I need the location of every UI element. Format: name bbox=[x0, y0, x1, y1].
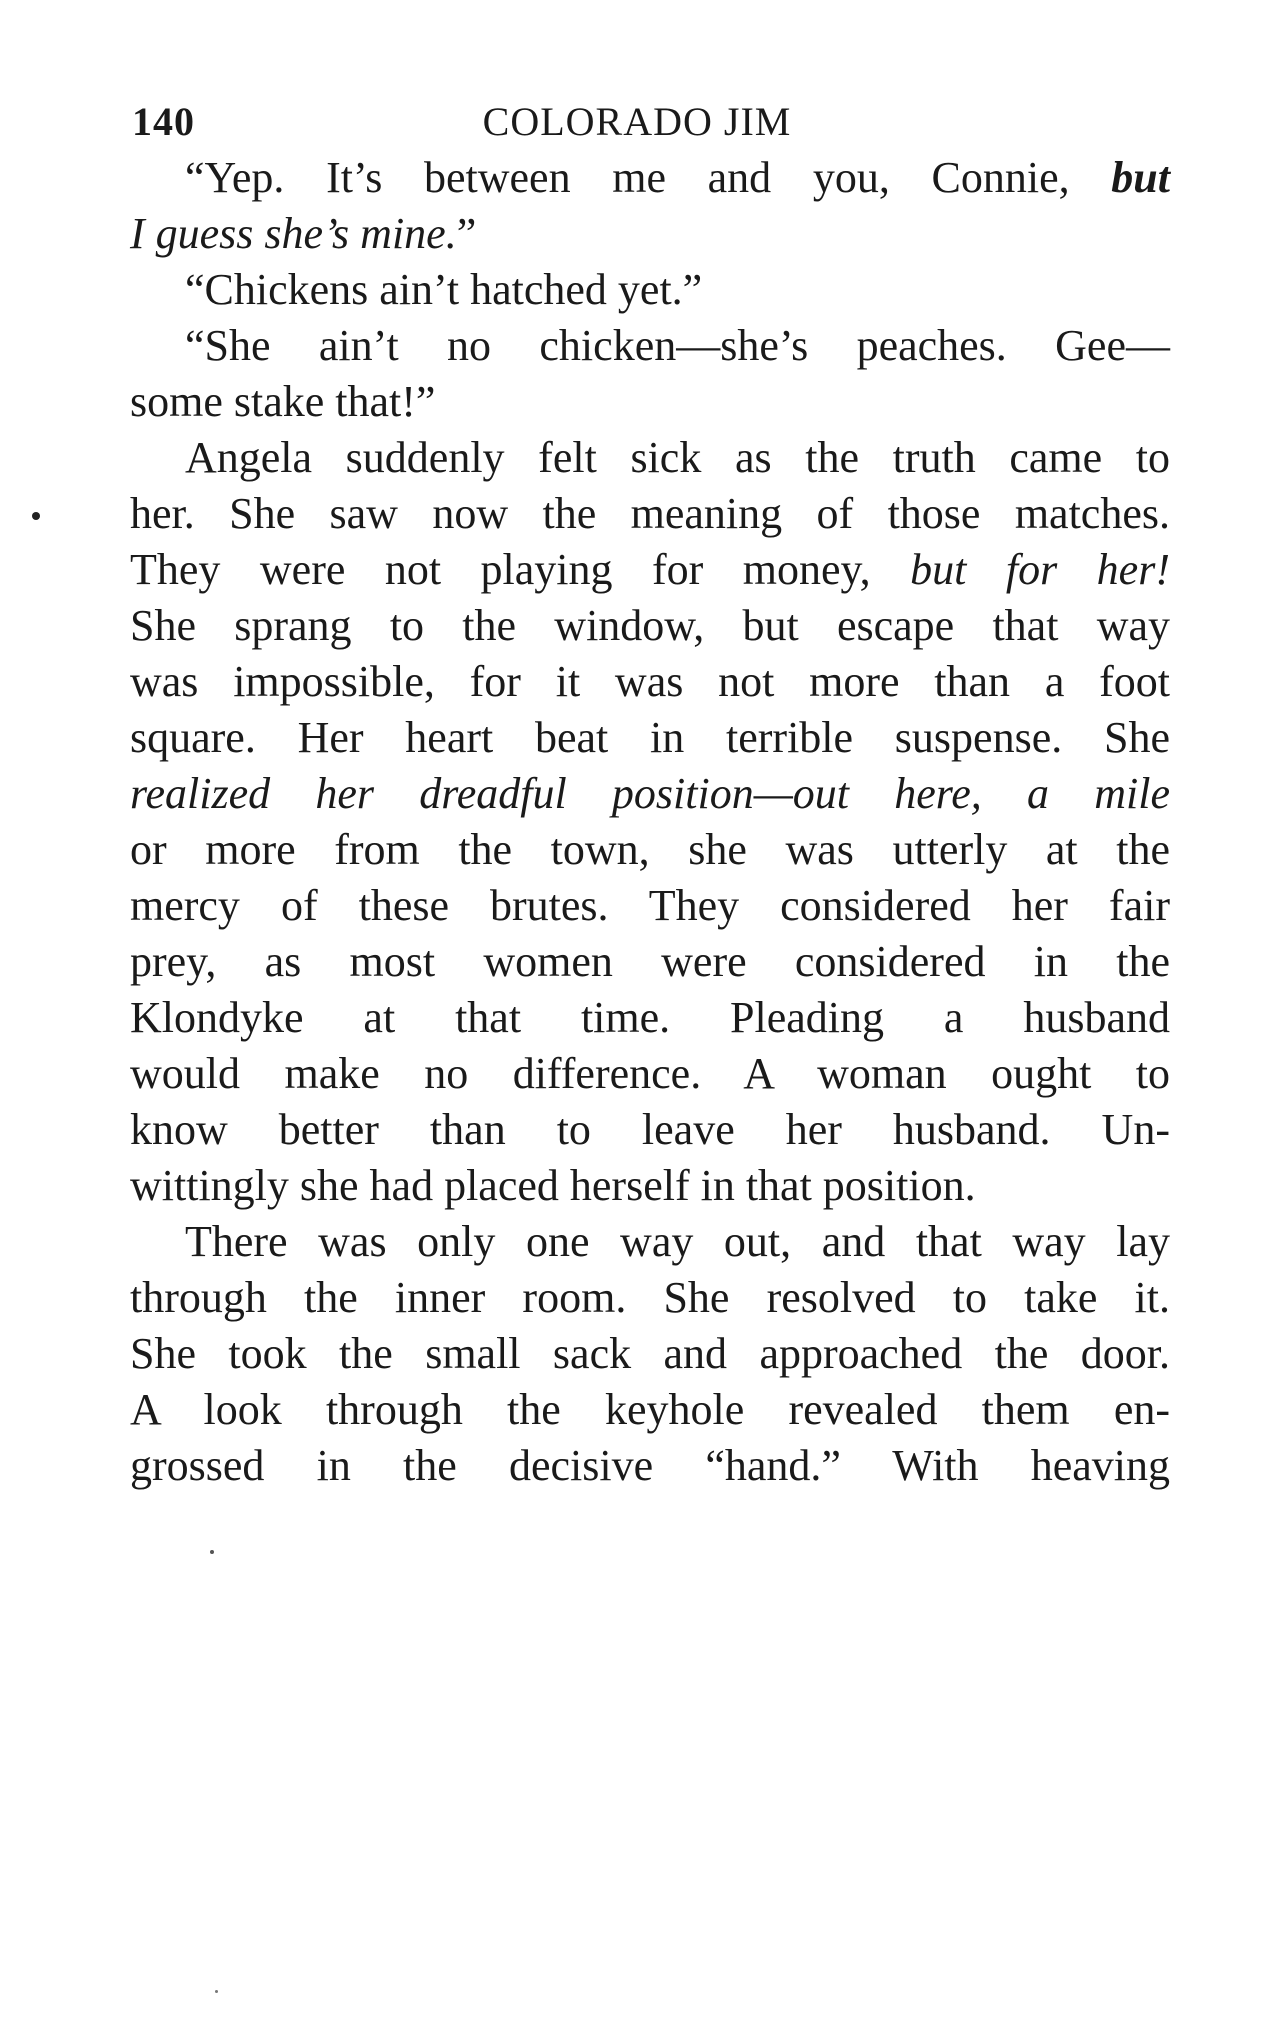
page-number: 140 bbox=[132, 99, 195, 144]
text-line bbox=[130, 710, 1170, 766]
text-segment: but bbox=[1111, 153, 1170, 202]
text-segment: “Chickens ain’t hatched yet.” bbox=[185, 265, 703, 314]
text-segment: some stake that!” bbox=[130, 377, 436, 426]
text-line bbox=[130, 542, 1170, 598]
text-line bbox=[130, 1046, 1170, 1102]
text-line bbox=[185, 150, 1170, 206]
text-segment: or more from the town, she was utterly at the bbox=[130, 825, 1170, 874]
text-line bbox=[130, 206, 1170, 262]
page-header bbox=[132, 98, 1142, 148]
text-segment: “She ain’t no chicken—she’s peaches. Gee— bbox=[185, 321, 1170, 370]
ink-speck-mark bbox=[210, 1550, 214, 1554]
ink-speck-mark bbox=[215, 1990, 218, 1993]
text-segment: A look through the keyhole revealed them en- bbox=[130, 1385, 1170, 1434]
text-segment: know better than to leave her husband. Un- bbox=[130, 1105, 1170, 1154]
text-segment: square. Her heart beat in terrible suspense. She bbox=[130, 713, 1170, 762]
text-segment: She sprang to the window, but escape that way bbox=[130, 601, 1170, 650]
text-line bbox=[130, 878, 1170, 934]
ink-speck-mark bbox=[32, 512, 40, 520]
text-line bbox=[130, 766, 1170, 822]
text-segment: Angela suddenly felt sick as the truth came to bbox=[185, 433, 1170, 482]
text-line bbox=[130, 654, 1170, 710]
text-segment: would make no difference. A woman ought to bbox=[130, 1049, 1170, 1098]
text-line bbox=[130, 1326, 1170, 1382]
text-line bbox=[185, 430, 1170, 486]
text-segment: through the inner room. She resolved to take it. bbox=[130, 1273, 1170, 1322]
text-line bbox=[130, 1382, 1170, 1438]
text-segment: She took the small sack and approached the door. bbox=[130, 1329, 1170, 1378]
text-line bbox=[130, 486, 1170, 542]
text-segment: her. She saw now the meaning of those matches. bbox=[130, 489, 1170, 538]
text-line bbox=[130, 1158, 1170, 1214]
text-segment: There was only one way out, and that way lay bbox=[185, 1217, 1170, 1266]
text-segment: “Yep. It’s between me and you, Connie, bbox=[185, 153, 1112, 202]
text-line bbox=[185, 1214, 1170, 1270]
text-segment: grossed in the decisive “hand.” With heaving bbox=[130, 1441, 1170, 1490]
text-line bbox=[130, 374, 1170, 430]
text-segment: was impossible, for it was not more than a foot bbox=[130, 657, 1170, 706]
text-line bbox=[130, 990, 1170, 1046]
text-line bbox=[185, 262, 1170, 318]
text-segment: Klondyke at that time. Pleading a husband bbox=[130, 993, 1170, 1042]
text-segment: realized her dreadful position—out here, a mile bbox=[130, 769, 1170, 818]
text-segment: prey, as most women were considered in the bbox=[130, 937, 1170, 986]
text-segment: wittingly she had placed herself in that position. bbox=[130, 1161, 976, 1210]
text-segment: I guess she’s mine. bbox=[130, 209, 457, 258]
text-line bbox=[130, 1438, 1170, 1494]
text-line bbox=[130, 822, 1170, 878]
text-line bbox=[130, 1102, 1170, 1158]
running-head: COLORADO JIM bbox=[482, 99, 792, 144]
text-segment: but for her! bbox=[910, 545, 1170, 594]
text-line bbox=[130, 1270, 1170, 1326]
text-segment: They were not playing for money, bbox=[130, 545, 911, 594]
text-line bbox=[130, 934, 1170, 990]
text-segment: mercy of these brutes. They considered her fair bbox=[130, 881, 1170, 930]
text-line bbox=[130, 598, 1170, 654]
text-line bbox=[185, 318, 1170, 374]
text-segment: ” bbox=[456, 209, 477, 258]
